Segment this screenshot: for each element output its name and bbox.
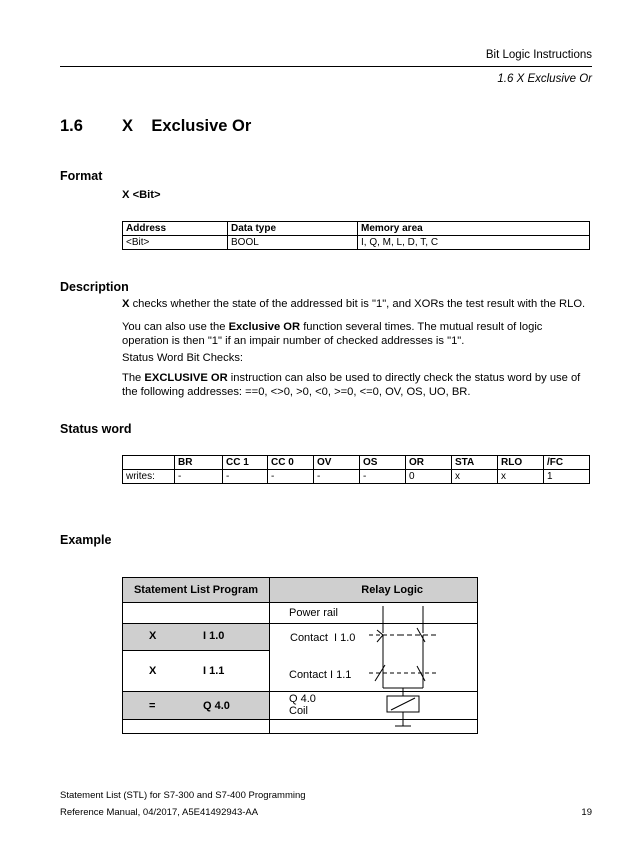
description-paragraph-3: Status Word Bit Checks: <box>122 352 244 364</box>
format-cell: <Bit> <box>123 236 228 250</box>
relay-label: Contact I 1.0 <box>290 632 356 644</box>
description-paragraph-2 <box>122 320 592 348</box>
example-diagram <box>122 577 478 734</box>
format-table-header <box>123 222 590 236</box>
status-col: /FC <box>544 456 590 470</box>
stl-column-header: Statement List Program <box>133 584 259 596</box>
stl-operand: Q 4.0 <box>203 700 230 712</box>
format-col-datatype: Data type <box>228 222 358 236</box>
running-header-section: 1.6 X Exclusive Or <box>497 73 592 85</box>
power-rail-label: Power rail <box>289 607 338 619</box>
description-paragraph-4 <box>122 371 592 399</box>
stl-operand: I 1.1 <box>203 665 225 677</box>
format-col-address: Address <box>123 222 228 236</box>
relay-label: Contact I 1.1 <box>289 669 352 681</box>
relay-label: Coil <box>289 705 308 717</box>
status-word-table <box>122 455 590 484</box>
stl-operand: I 1.0 <box>203 630 225 642</box>
format-cell: BOOL <box>228 236 358 250</box>
paragraph-text: instruction can also be used to directly check the status word by use of the following addresses: ==0, <>0, >0, <0, >=0, <=0, OV, OS, UO, BR. <box>122 372 581 398</box>
running-header-chapter: Bit Logic Instructions <box>485 49 592 61</box>
emphasis-text: Exclusive OR <box>228 321 301 333</box>
emphasis-text: EXCLUSIVE OR <box>144 372 228 384</box>
paragraph-text: You can also use the <box>122 321 229 333</box>
format-cell: I, Q, M, L, D, T, C <box>358 236 590 250</box>
status-word-heading: Status word <box>60 422 132 436</box>
status-cell: writes: <box>123 470 175 484</box>
format-heading: Format <box>60 169 103 183</box>
status-col: OS <box>360 456 406 470</box>
header-rule <box>60 66 592 67</box>
table-row <box>123 236 590 250</box>
relay-label: Q 4.0 <box>289 693 316 705</box>
status-cell: 0 <box>406 470 452 484</box>
instruction-keyword: X <box>122 298 130 310</box>
format-syntax: X <Bit> <box>122 189 161 201</box>
footer-manual: Reference Manual, 04/2017, A5E41492943-AA <box>60 807 259 818</box>
stl-op: = <box>149 700 156 712</box>
example-heading: Example <box>60 533 112 547</box>
status-col: RLO <box>498 456 544 470</box>
stl-op: X <box>149 630 157 642</box>
status-col: CC 1 <box>223 456 268 470</box>
paragraph-text: The <box>122 372 145 384</box>
status-cell: - <box>314 470 360 484</box>
status-cell: - <box>223 470 268 484</box>
status-col: CC 0 <box>268 456 314 470</box>
section-title: X Exclusive Or <box>122 117 252 135</box>
status-col: STA <box>452 456 498 470</box>
page-number: 19 <box>581 807 592 818</box>
table-row <box>123 470 590 484</box>
paragraph-text: function several times. The mutual result of logic operation is then "1" if an impair number of checked addresses is "1". <box>122 321 543 347</box>
description-heading: Description <box>60 280 129 294</box>
status-col: BR <box>175 456 223 470</box>
status-word-header <box>123 456 590 470</box>
format-col-memory: Memory area <box>358 222 590 236</box>
description-paragraph-1 <box>122 297 592 311</box>
paragraph-text: checks whether the state of the addressed bit is "1", and XORs the test result with the RLO. <box>129 298 586 310</box>
status-col <box>123 456 175 470</box>
footer-title: Statement List (STL) for S7-300 and S7-400 Programming <box>60 790 306 801</box>
status-cell: - <box>360 470 406 484</box>
status-cell: x <box>498 470 544 484</box>
section-number: 1.6 <box>60 117 83 135</box>
status-col: OR <box>406 456 452 470</box>
status-cell: 1 <box>544 470 590 484</box>
status-cell: - <box>268 470 314 484</box>
format-table <box>122 221 590 250</box>
status-col: OV <box>314 456 360 470</box>
status-cell: x <box>452 470 498 484</box>
stl-op: X <box>149 665 157 677</box>
relay-column-header: Relay Logic <box>361 584 423 596</box>
status-cell: - <box>175 470 223 484</box>
